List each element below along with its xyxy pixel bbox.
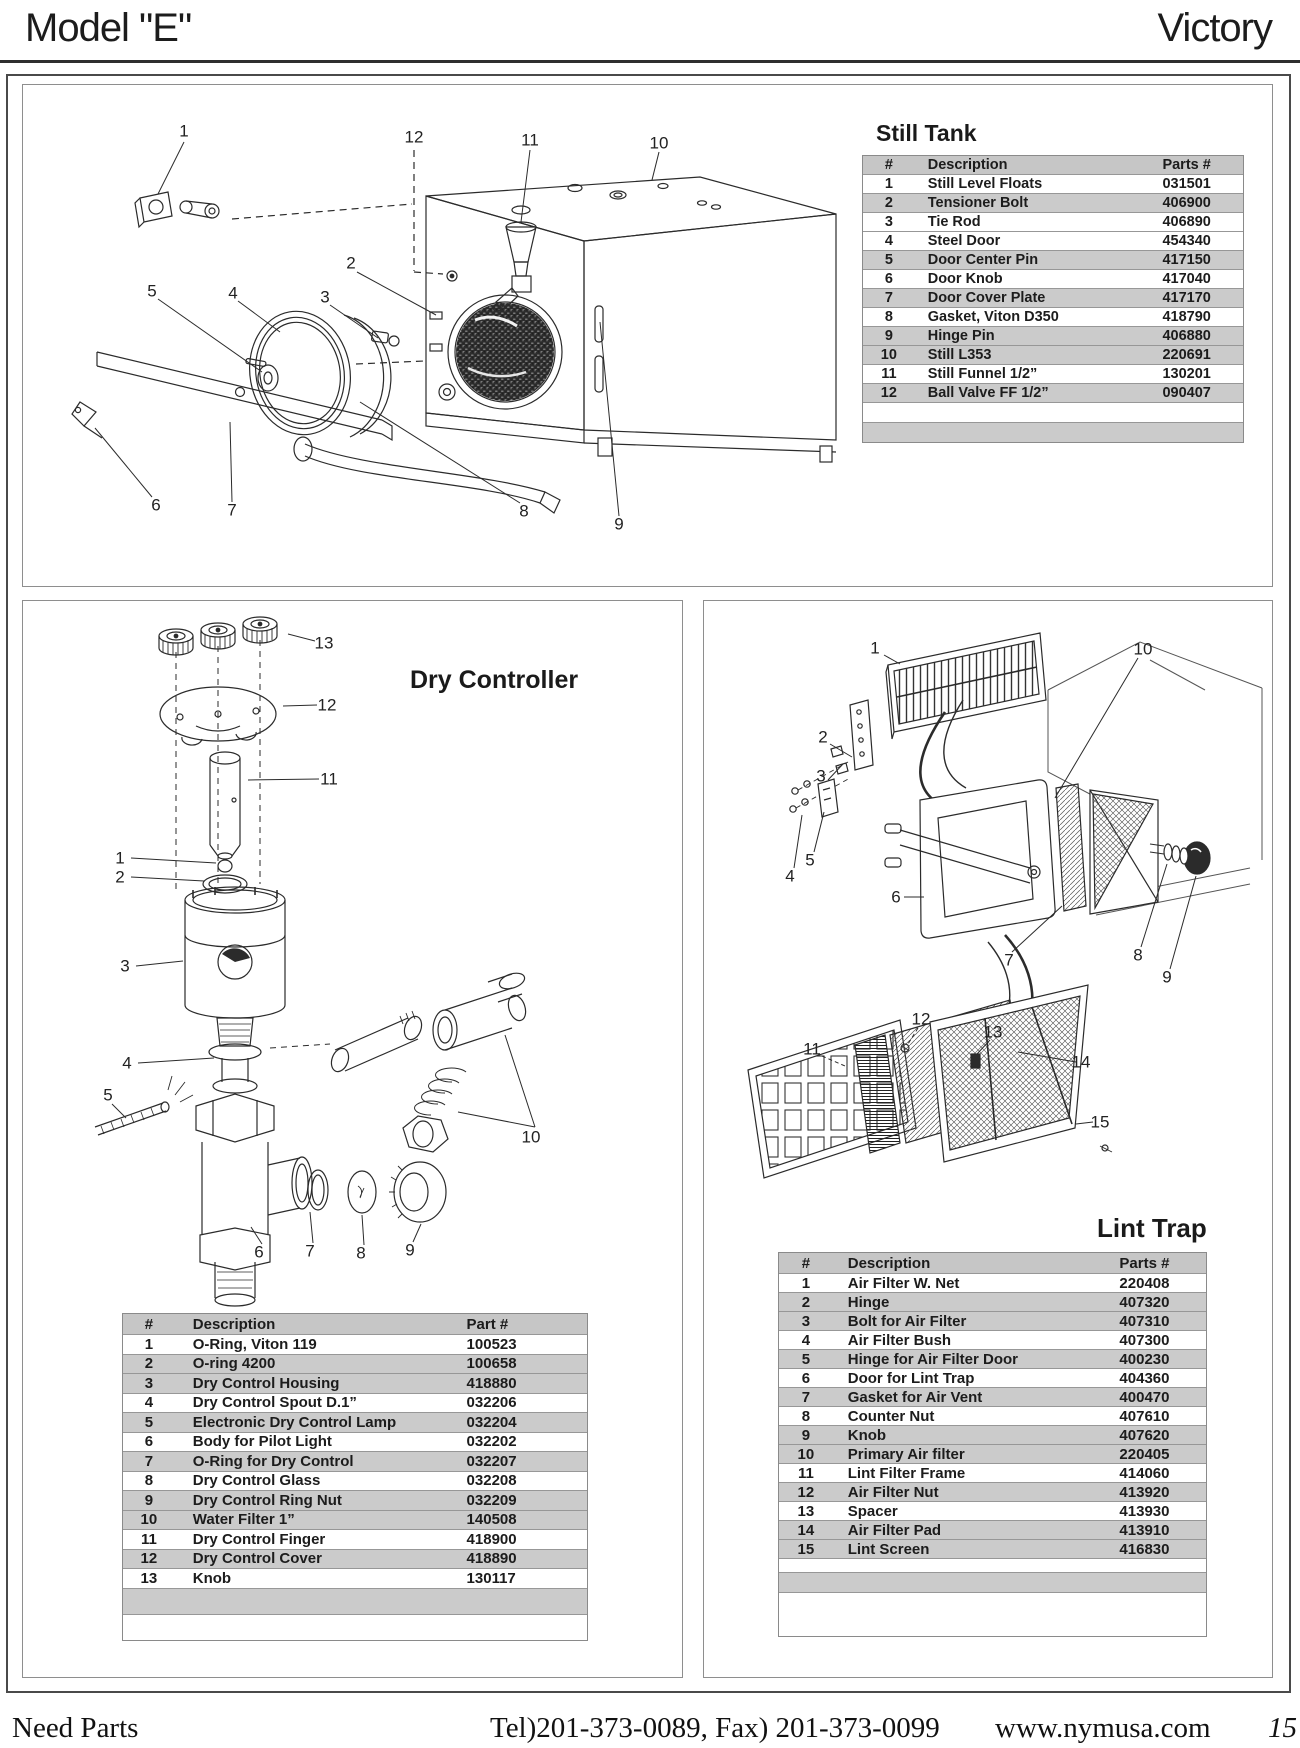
parts-id-cell: 413910 bbox=[1119, 1521, 1170, 1539]
parts-id-cell: 140508 bbox=[466, 1511, 517, 1529]
parts-id-cell: 417150 bbox=[1162, 252, 1211, 268]
part-number-cell: 7 bbox=[144, 1452, 154, 1470]
part-number-cell: 12 bbox=[797, 1483, 815, 1501]
table-row bbox=[779, 1592, 1206, 1636]
description-cell: Air Filter Bush bbox=[847, 1331, 952, 1349]
part-number-cell: 3 bbox=[144, 1374, 154, 1392]
footer-website: www.nymusa.com bbox=[995, 1712, 1211, 1744]
leader-lines bbox=[112, 634, 535, 1245]
table-row bbox=[779, 1292, 1206, 1311]
still_tank-callout-3: 3 bbox=[320, 287, 330, 307]
parts-id-cell: 090407 bbox=[1162, 385, 1211, 401]
part-number-cell: 2 bbox=[144, 1355, 154, 1373]
parts-id-cell: 416830 bbox=[1119, 1540, 1170, 1558]
part-number-cell: 11 bbox=[140, 1530, 157, 1548]
table-row bbox=[863, 212, 1243, 231]
table-row bbox=[779, 1349, 1206, 1368]
description-cell: Bolt for Air Filter bbox=[847, 1312, 967, 1330]
part-number-cell: 10 bbox=[140, 1511, 158, 1529]
parts-id-cell: 418890 bbox=[466, 1550, 517, 1568]
part-number-cell: 6 bbox=[144, 1433, 154, 1451]
part-number-cell: 6 bbox=[884, 271, 893, 287]
table-row bbox=[863, 174, 1243, 193]
lint_trap-callout-5: 5 bbox=[805, 850, 815, 870]
table-row bbox=[123, 1373, 587, 1393]
parts-id-cell: 032209 bbox=[466, 1491, 517, 1509]
still_tank-callout-7: 7 bbox=[227, 500, 237, 520]
part-number-cell: 8 bbox=[144, 1472, 154, 1490]
description-cell: Still Funnel 1/2” bbox=[927, 366, 1038, 382]
table-row bbox=[779, 1463, 1206, 1482]
still_tank-callout-10: 10 bbox=[649, 133, 669, 153]
parts-id-cell: Parts # bbox=[1119, 1254, 1170, 1272]
table-row bbox=[123, 1529, 587, 1549]
table-row bbox=[123, 1588, 587, 1614]
table-row bbox=[863, 156, 1243, 174]
description-cell: Knob bbox=[847, 1426, 887, 1444]
part-number-cell: 9 bbox=[884, 328, 893, 344]
table-row bbox=[863, 345, 1243, 364]
part-number-cell: 4 bbox=[884, 233, 893, 249]
table-row bbox=[779, 1444, 1206, 1463]
part-number-cell: 7 bbox=[884, 290, 893, 306]
description-cell: O-Ring for Dry Control bbox=[192, 1452, 354, 1470]
still_tank-callout-2: 2 bbox=[346, 253, 356, 273]
still_tank-parts-table bbox=[862, 155, 1244, 443]
table-row bbox=[779, 1368, 1206, 1387]
parts-id-cell: 130201 bbox=[1162, 366, 1211, 382]
table-row bbox=[123, 1334, 587, 1354]
table-row bbox=[863, 288, 1243, 307]
description-cell: Description bbox=[192, 1315, 276, 1333]
parts-id-cell: 032207 bbox=[466, 1452, 517, 1470]
description-cell: Steel Door bbox=[927, 233, 1001, 249]
table-row bbox=[779, 1330, 1206, 1349]
table-row bbox=[863, 422, 1243, 442]
still_tank-callout-8: 8 bbox=[519, 501, 529, 521]
still_tank-callout-4: 4 bbox=[228, 283, 238, 303]
table-row bbox=[863, 364, 1243, 383]
description-cell: Hinge Pin bbox=[927, 328, 995, 344]
table-row bbox=[779, 1482, 1206, 1501]
lint_trap-parts-table bbox=[778, 1252, 1207, 1637]
description-cell: Dry Control Ring Nut bbox=[192, 1491, 342, 1509]
parts-id-cell: 100523 bbox=[466, 1335, 517, 1353]
description-cell: Dry Control Glass bbox=[192, 1472, 321, 1490]
part-number-cell: 1 bbox=[801, 1274, 811, 1292]
parts-id-cell: 413930 bbox=[1119, 1502, 1170, 1520]
parts-id-cell: 032204 bbox=[466, 1413, 517, 1431]
description-cell: Door Knob bbox=[927, 271, 1003, 287]
description-cell: Description bbox=[847, 1254, 931, 1272]
part-number-cell: 13 bbox=[797, 1502, 815, 1520]
still_tank-callout-11: 11 bbox=[521, 130, 539, 150]
dry_controller-callout-8: 8 bbox=[356, 1243, 366, 1263]
parts-id-cell: 406880 bbox=[1162, 328, 1211, 344]
table-row bbox=[863, 326, 1243, 345]
parts-id-cell: 418900 bbox=[466, 1530, 517, 1548]
parts-id-cell: 406900 bbox=[1162, 195, 1211, 211]
description-cell: Knob bbox=[192, 1569, 232, 1587]
dry_controller-callout-13: 13 bbox=[314, 633, 334, 653]
table-row bbox=[779, 1311, 1206, 1330]
part-number-cell: 13 bbox=[140, 1569, 158, 1587]
parts-id-cell: 400470 bbox=[1119, 1388, 1170, 1406]
part-number-cell: 7 bbox=[801, 1388, 811, 1406]
part-number-cell: 11 bbox=[797, 1464, 814, 1482]
tank-front-sill bbox=[426, 413, 584, 443]
part-number-cell: 6 bbox=[801, 1369, 811, 1387]
parts-id-cell: 417170 bbox=[1162, 290, 1211, 306]
description-cell: Air Filter W. Net bbox=[847, 1274, 960, 1292]
description-cell: Door Center Pin bbox=[927, 252, 1039, 268]
table-row bbox=[779, 1558, 1206, 1572]
tank-top-face bbox=[426, 177, 836, 241]
parts-id-cell: 400230 bbox=[1119, 1350, 1170, 1368]
dry_controller-callout-9: 9 bbox=[405, 1240, 415, 1260]
parts-id-cell: 407310 bbox=[1119, 1312, 1170, 1330]
description-cell: Water Filter 1” bbox=[192, 1511, 295, 1529]
description-cell: Counter Nut bbox=[847, 1407, 935, 1425]
parts-id-cell: Part # bbox=[466, 1315, 509, 1333]
lint_trap-callout-12: 12 bbox=[911, 1009, 931, 1029]
parts-id-cell: 406890 bbox=[1162, 214, 1211, 230]
lint_trap-callout-4: 4 bbox=[785, 866, 795, 886]
description-cell: Electronic Dry Control Lamp bbox=[192, 1413, 397, 1431]
description-cell: Hinge bbox=[847, 1293, 890, 1311]
table-row bbox=[779, 1425, 1206, 1444]
part-number-cell: # bbox=[884, 157, 893, 173]
parts-id-cell: 032202 bbox=[466, 1433, 517, 1451]
dry_controller-callout-4: 4 bbox=[122, 1053, 132, 1073]
description-cell: Gasket, Viton D350 bbox=[927, 309, 1059, 325]
lint_trap-callout-7: 7 bbox=[1004, 950, 1014, 970]
table-row bbox=[779, 1387, 1206, 1406]
description-cell: Still Level Floats bbox=[927, 176, 1043, 192]
dry_controller-callout-12: 12 bbox=[317, 695, 337, 715]
parts-id-cell: 454340 bbox=[1162, 233, 1211, 249]
description-cell: Primary Air filter bbox=[847, 1445, 965, 1463]
part-number-cell: 9 bbox=[801, 1426, 811, 1444]
still-tank-title: Still Tank bbox=[876, 120, 977, 146]
description-cell: Lint Screen bbox=[847, 1540, 930, 1558]
parts-id-cell: 031501 bbox=[1162, 176, 1211, 192]
part-number-cell: 2 bbox=[801, 1293, 811, 1311]
description-cell: Dry Control Spout D.1” bbox=[192, 1394, 357, 1412]
parts-id-cell: 220691 bbox=[1162, 347, 1211, 363]
table-row bbox=[863, 383, 1243, 402]
parts-id-cell: 032206 bbox=[466, 1394, 517, 1412]
still_tank-callout-6: 6 bbox=[151, 495, 161, 515]
description-cell: Door for Lint Trap bbox=[847, 1369, 975, 1387]
parts-id-cell: Parts # bbox=[1162, 157, 1211, 173]
parts-id-cell: 130117 bbox=[466, 1569, 516, 1587]
table-row bbox=[779, 1406, 1206, 1425]
parts-id-cell: 407620 bbox=[1119, 1426, 1170, 1444]
lint_trap-callout-14: 14 bbox=[1071, 1052, 1091, 1072]
part-number-cell: 8 bbox=[884, 309, 893, 325]
table-row bbox=[123, 1354, 587, 1374]
part-number-cell: 1 bbox=[884, 176, 893, 192]
table-row bbox=[779, 1501, 1206, 1520]
table-row bbox=[863, 250, 1243, 269]
table-row bbox=[123, 1568, 587, 1588]
table-row bbox=[123, 1510, 587, 1530]
parts-id-cell: 413920 bbox=[1119, 1483, 1170, 1501]
table-row bbox=[123, 1412, 587, 1432]
dry_controller-callout-10: 10 bbox=[521, 1127, 541, 1147]
dry_controller-parts-table bbox=[122, 1313, 588, 1641]
lint_trap-callout-3: 3 bbox=[816, 766, 826, 786]
table-row bbox=[779, 1520, 1206, 1539]
part-number-cell: # bbox=[144, 1315, 154, 1333]
dry_controller-callout-1: 1 bbox=[115, 848, 125, 868]
description-cell: Hinge for Air Filter Door bbox=[847, 1350, 1019, 1368]
description-cell: Tensioner Bolt bbox=[927, 195, 1029, 211]
description-cell: Dry Control Housing bbox=[192, 1374, 340, 1392]
lint_trap-callout-11: 11 bbox=[803, 1039, 821, 1059]
parts-id-cell: 407320 bbox=[1119, 1293, 1170, 1311]
still_tank-callout-9: 9 bbox=[614, 514, 624, 534]
parts-id-cell: 414060 bbox=[1119, 1464, 1170, 1482]
description-cell: O-Ring, Viton 119 bbox=[192, 1335, 317, 1353]
part-number-cell: 10 bbox=[880, 347, 897, 363]
parts-id-cell: 418880 bbox=[466, 1374, 517, 1392]
table-row bbox=[863, 193, 1243, 212]
description-cell: Ball Valve FF 1/2” bbox=[927, 385, 1049, 401]
parts-id-cell: 417040 bbox=[1162, 271, 1211, 287]
part-number-cell: 11 bbox=[881, 366, 897, 382]
part-number-cell: 12 bbox=[880, 385, 897, 401]
lint_trap-callout-2: 2 bbox=[818, 727, 828, 747]
description-cell: Lint Filter Frame bbox=[847, 1464, 966, 1482]
dry_controller-callout-6: 6 bbox=[254, 1242, 264, 1262]
description-cell: Door Cover Plate bbox=[927, 290, 1046, 306]
parts-id-cell: 407300 bbox=[1119, 1331, 1170, 1349]
dry_controller-callout-11: 11 bbox=[320, 769, 338, 789]
dry_controller-callout-5: 5 bbox=[103, 1085, 113, 1105]
table-row bbox=[123, 1471, 587, 1491]
table-row bbox=[863, 402, 1243, 422]
description-cell: Air Filter Nut bbox=[847, 1483, 939, 1501]
description-cell: Gasket for Air Vent bbox=[847, 1388, 983, 1406]
parts-id-cell: 220405 bbox=[1119, 1445, 1170, 1463]
description-cell: O-ring 4200 bbox=[192, 1355, 276, 1373]
table-row bbox=[123, 1432, 587, 1452]
part-number-cell: 14 bbox=[797, 1521, 815, 1539]
part-number-cell: # bbox=[801, 1254, 811, 1272]
footer-page-number: 15 bbox=[1268, 1712, 1297, 1744]
description-cell: Body for Pilot Light bbox=[192, 1433, 332, 1451]
footer-contact: Tel)201-373-0089, Fax) 201-373-0099 bbox=[490, 1712, 940, 1744]
page-title-model: Model "E" bbox=[25, 6, 192, 50]
table-row bbox=[123, 1490, 587, 1510]
part-number-cell: 10 bbox=[797, 1445, 815, 1463]
part-number-cell: 5 bbox=[884, 252, 893, 268]
table-row bbox=[863, 307, 1243, 326]
lint-trap-title: Lint Trap bbox=[1097, 1213, 1207, 1243]
description-cell: Air Filter Pad bbox=[847, 1521, 942, 1539]
tank-right-face bbox=[584, 214, 836, 440]
table-row bbox=[779, 1539, 1206, 1558]
part-number-cell: 5 bbox=[801, 1350, 811, 1368]
table-row bbox=[779, 1273, 1206, 1292]
table-row bbox=[123, 1549, 587, 1569]
table-row bbox=[863, 269, 1243, 288]
table-row bbox=[779, 1572, 1206, 1592]
part-number-cell: 3 bbox=[801, 1312, 811, 1330]
description-cell: Still L353 bbox=[927, 347, 992, 363]
lint_trap-callout-1: 1 bbox=[870, 638, 880, 658]
part-number-cell: 2 bbox=[884, 195, 893, 211]
page-title-brand: Victory bbox=[1157, 6, 1272, 50]
header-rule bbox=[0, 60, 1300, 63]
still_tank-callout-1: 1 bbox=[179, 121, 189, 141]
description-cell: Spacer bbox=[847, 1502, 898, 1520]
parts-id-cell: 220408 bbox=[1119, 1274, 1170, 1292]
dry-controller-title: Dry Controller bbox=[410, 666, 579, 694]
parts-id-cell: 100658 bbox=[466, 1355, 517, 1373]
lint_trap-callout-6: 6 bbox=[891, 887, 901, 907]
dry_controller-callout-7: 7 bbox=[305, 1241, 315, 1261]
lint_trap-callout-9: 9 bbox=[1162, 967, 1172, 987]
lint_trap-callout-13: 13 bbox=[983, 1022, 1003, 1042]
dry_controller-callout-3: 3 bbox=[120, 956, 130, 976]
part-number-cell: 4 bbox=[144, 1394, 154, 1412]
part-number-cell: 1 bbox=[144, 1335, 154, 1353]
table-row bbox=[123, 1451, 587, 1471]
part-number-cell: 3 bbox=[884, 214, 893, 230]
parts-id-cell: 032208 bbox=[466, 1472, 517, 1490]
description-cell: Description bbox=[927, 157, 1008, 173]
part-number-cell: 5 bbox=[144, 1413, 154, 1431]
part-number-cell: 9 bbox=[144, 1491, 154, 1509]
parts-id-cell: 407610 bbox=[1119, 1407, 1170, 1425]
table-row bbox=[123, 1314, 587, 1334]
description-cell: Dry Control Finger bbox=[192, 1530, 326, 1548]
footer-need-parts: Need Parts bbox=[12, 1712, 139, 1744]
lint_trap-callout-15: 15 bbox=[1090, 1112, 1110, 1132]
table-row bbox=[779, 1253, 1206, 1273]
table-row bbox=[123, 1393, 587, 1413]
description-cell: Tie Rod bbox=[927, 214, 981, 230]
part-number-cell: 4 bbox=[801, 1331, 811, 1349]
description-cell: Dry Control Cover bbox=[192, 1550, 322, 1568]
parts-id-cell: 404360 bbox=[1119, 1369, 1170, 1387]
still_tank-callout-12: 12 bbox=[404, 127, 424, 147]
lint_trap-callout-10: 10 bbox=[1133, 639, 1153, 659]
part-number-cell: 8 bbox=[801, 1407, 811, 1425]
lint_trap-callout-8: 8 bbox=[1133, 945, 1143, 965]
part-number-cell: 15 bbox=[797, 1540, 815, 1558]
still_tank-callout-5: 5 bbox=[147, 281, 157, 301]
table-row bbox=[863, 231, 1243, 250]
table-row bbox=[123, 1614, 587, 1640]
part-number-cell: 12 bbox=[140, 1550, 158, 1568]
parts-id-cell: 418790 bbox=[1162, 309, 1211, 325]
dry_controller-callout-2: 2 bbox=[115, 867, 125, 887]
leader-lines bbox=[95, 142, 659, 516]
